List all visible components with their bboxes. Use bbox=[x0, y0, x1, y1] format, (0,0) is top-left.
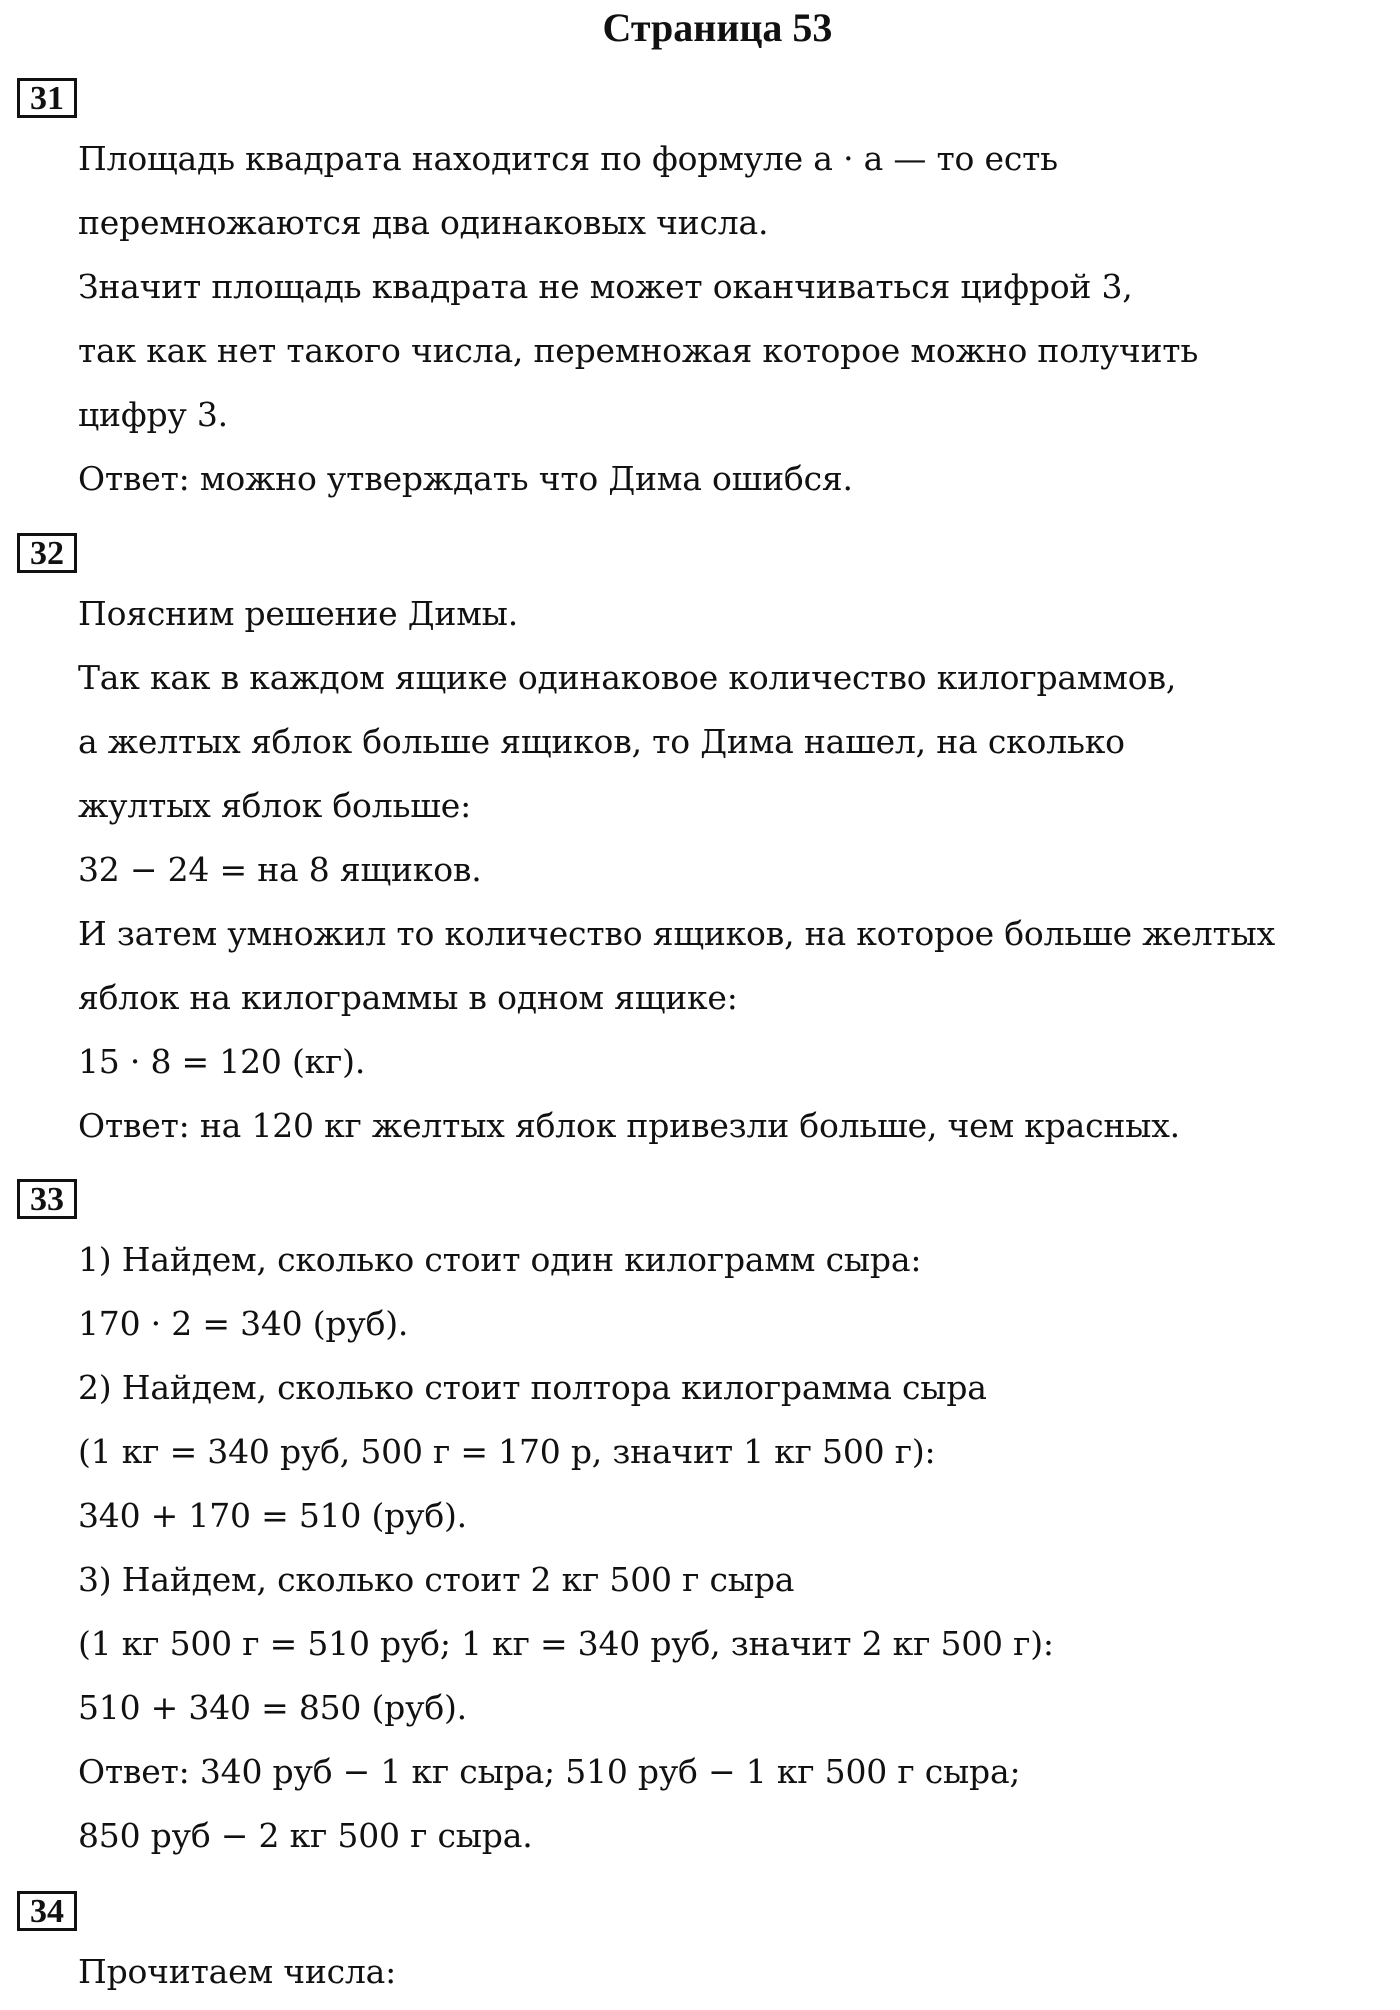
solution-line: яблок на килограммы в одном ящике: bbox=[78, 978, 738, 1017]
solution-line: 3) Найдем, сколько стоит 2 кг 500 г сыра bbox=[78, 1560, 795, 1599]
answer-line: Ответ: на 120 кг желтых яблок привезли больше, чем красных. bbox=[78, 1106, 1180, 1145]
solution-line: 340 + 170 = 510 (руб). bbox=[78, 1496, 467, 1535]
solution-line: Площадь квадрата находится по формуле a · a — то есть bbox=[78, 139, 1058, 178]
solution-line: 15 · 8 = 120 (кг). bbox=[78, 1042, 366, 1081]
answer-line: Ответ: 340 руб − 1 кг сыра; 510 руб − 1 кг 500 г сыра; bbox=[78, 1752, 1021, 1791]
task-number-badge: 34 bbox=[17, 1891, 77, 1931]
solution-line: 32 − 24 = на 8 ящиков. bbox=[78, 850, 482, 889]
answer-line: 850 руб − 2 кг 500 г сыра. bbox=[78, 1816, 533, 1855]
solution-line: (1 кг 500 г = 510 руб; 1 кг = 340 руб, значит 2 кг 500 г): bbox=[78, 1624, 1054, 1663]
solution-line: Значит площадь квадрата не может оканчиваться цифрой 3, bbox=[78, 267, 1133, 306]
task-solution bbox=[78, 1946, 396, 2010]
task-solution bbox=[78, 588, 1275, 1164]
solution-line: Поясним решение Димы. bbox=[78, 594, 519, 633]
solution-line: (1 кг = 340 руб, 500 г = 170 р, значит 1 кг 500 г): bbox=[78, 1432, 936, 1471]
solution-line: 2) Найдем, сколько стоит полтора килограмма сыра bbox=[78, 1368, 987, 1407]
page-title: Страница 53 bbox=[602, 5, 833, 50]
solution-line: 510 + 340 = 850 (руб). bbox=[78, 1688, 467, 1727]
answer-line: Ответ: можно утверждать что Дима ошибся. bbox=[78, 459, 853, 498]
task-number-badge: 33 bbox=[17, 1179, 77, 1219]
solution-line: 170 · 2 = 340 (руб). bbox=[78, 1304, 409, 1343]
solution-line: так как нет такого числа, перемножая которое можно получить bbox=[78, 331, 1199, 370]
solution-line: И затем умножил то количество ящиков, на которое больше желтых bbox=[78, 914, 1275, 953]
solution-line: цифру 3. bbox=[78, 395, 228, 434]
solution-line: Так как в каждом ящике одинаковое количество килограммов, bbox=[78, 658, 1177, 697]
solution-line: 1) Найдем, сколько стоит один килограмм сыра: bbox=[78, 1240, 922, 1279]
solution-line: жултых яблок больше: bbox=[78, 786, 471, 825]
solution-line: перемножаются два одинаковых числа. bbox=[78, 203, 769, 242]
task-solution bbox=[78, 133, 1198, 517]
solution-line: а желтых яблок больше ящиков, то Дима нашел, на сколько bbox=[78, 722, 1125, 761]
solution-line: Прочитаем числа: bbox=[78, 1952, 397, 1991]
task-number-badge: 32 bbox=[17, 533, 77, 573]
task-number-badge: 31 bbox=[17, 78, 77, 118]
task-solution bbox=[78, 1234, 1054, 1874]
